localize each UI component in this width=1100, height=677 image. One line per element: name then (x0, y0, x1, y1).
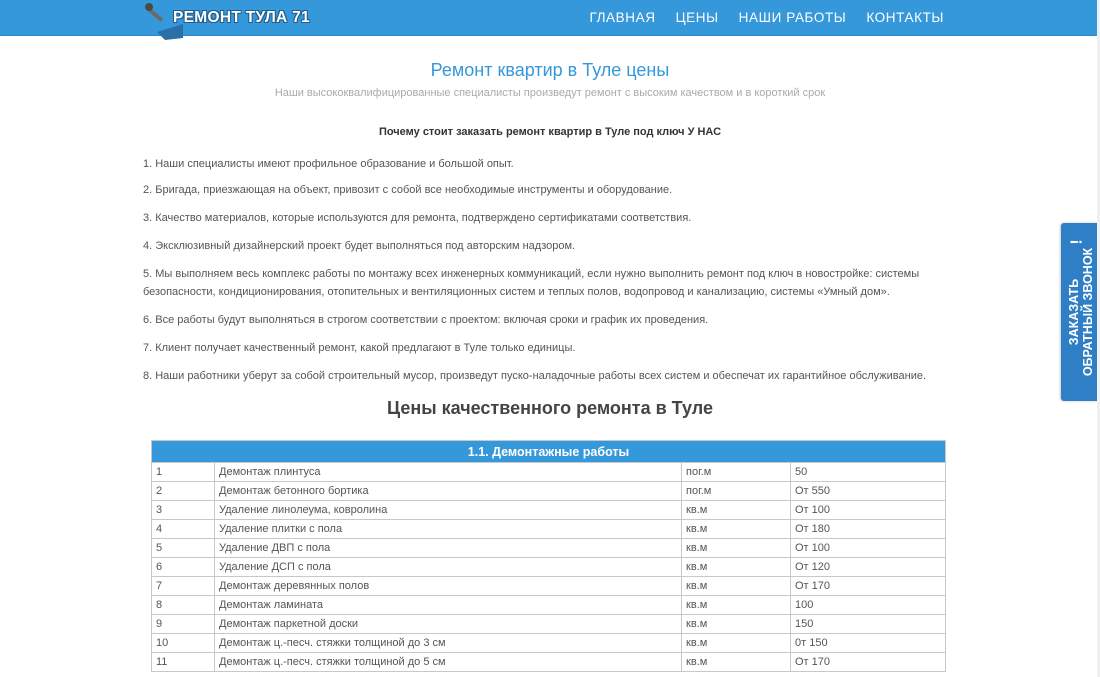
callback-label (1067, 248, 1095, 376)
table-row (152, 558, 946, 577)
nav-our-works[interactable]: НАШИ РАБОТЫ (738, 10, 847, 25)
row-number-cell: 10 (152, 634, 215, 653)
unit-cell: кв.м (682, 577, 791, 596)
work-name-cell: Удаление ДСП с пола (215, 558, 682, 577)
price-cell: От 180 (791, 520, 946, 539)
row-number-cell: 9 (152, 615, 215, 634)
reason-item: 5. Мы выполняем весь комплекс работы по монтажу всех инженерных коммуникаций, если нужно выполнить ремонт под ключ в новостройке: системы безопасности, кондиционирования, отопительных и вентиляционных систем и теплых полов, водопровод и канализацию, системы «Умный дом». (143, 268, 920, 298)
page-subtitle: Наши высококвалифицированные специалисты произведут ремонт с высоким качеством и в короткий срок (274, 87, 826, 99)
unit-cell: пог.м (682, 463, 791, 482)
price-cell: От 550 (791, 482, 946, 501)
table-row (152, 463, 946, 482)
row-number-cell: 5 (152, 539, 215, 558)
prices-title: Цены качественного ремонта в Туле (387, 398, 713, 418)
table-row (152, 653, 946, 672)
work-name-cell: Демонтаж ц.-песч. стяжки толщиной до 5 см (215, 653, 682, 672)
reason-item: 4. Эксклюзивный дизайнерский проект будет выполняться под авторским надзором. (143, 240, 576, 252)
price-table (151, 440, 946, 672)
price-cell: От 170 (791, 653, 946, 672)
work-name-cell: Демонтаж бетонного бортика (215, 482, 682, 501)
price-cell: 100 (791, 596, 946, 615)
table-row (152, 482, 946, 501)
work-name-cell: Удаление ДВП с пола (215, 539, 682, 558)
callback-line2: ОБРАТНЫЙ ЗВОНОК (1080, 247, 1095, 377)
callback-button[interactable] (1061, 223, 1100, 401)
row-number-cell: 1 (152, 463, 215, 482)
work-name-cell: Демонтаж деревянных полов (215, 577, 682, 596)
work-name-cell: Демонтаж плинтуса (215, 463, 682, 482)
price-cell: От 170 (791, 577, 946, 596)
site-logo[interactable] (143, 2, 323, 40)
work-name-cell: Удаление плитки с пола (215, 520, 682, 539)
unit-cell: пог.м (682, 482, 791, 501)
table-row (152, 520, 946, 539)
unit-cell: кв.м (682, 615, 791, 634)
row-number-cell: 3 (152, 501, 215, 520)
work-name-cell: Удаление линолеума, ковролина (215, 501, 682, 520)
reason-item: 3. Качество материалов, которые используются для ремонта, подтверждено сертификатами соответствия. (143, 212, 692, 224)
callback-line1: ЗАКАЗАТЬ (1066, 278, 1081, 346)
top-navbar (0, 0, 1100, 36)
work-name-cell: Демонтаж ламината (215, 596, 682, 615)
unit-cell: кв.м (682, 634, 791, 653)
table-row (152, 501, 946, 520)
unit-cell: кв.м (682, 596, 791, 615)
reason-item: 7. Клиент получает качественный ремонт, какой предлагают в Туле только единицы. (143, 342, 576, 354)
price-cell: От 120 (791, 558, 946, 577)
table-row (152, 634, 946, 653)
work-name-cell: Демонтаж паркетной доски (215, 615, 682, 634)
table-row (152, 615, 946, 634)
exclamation-icon: ! (1068, 239, 1086, 245)
reason-item: 1. Наши специалисты имеют профильное образование и большой опыт. (143, 158, 514, 170)
logo-text: РЕМОНТ ТУЛА 71 (173, 9, 310, 26)
nav-contacts[interactable]: КОНТАКТЫ (866, 10, 944, 25)
price-section-header: 1.1. Демонтажные работы (152, 441, 946, 463)
row-number-cell: 6 (152, 558, 215, 577)
reason-item: 8. Наши работники уберут за собой строительный мусор, произведут пуско-наладочные работы всех систем и обеспечат их гарантийное обслуживание. (143, 370, 927, 382)
price-cell: От 100 (791, 501, 946, 520)
unit-cell: кв.м (682, 558, 791, 577)
unit-cell: кв.м (682, 520, 791, 539)
row-number-cell: 11 (152, 653, 215, 672)
unit-cell: кв.м (682, 501, 791, 520)
price-cell: 50 (791, 463, 946, 482)
row-number-cell: 2 (152, 482, 215, 501)
unit-cell: кв.м (682, 539, 791, 558)
nav-home[interactable]: ГЛАВНАЯ (589, 10, 656, 25)
reason-item: 6. Все работы будут выполняться в строгом соответствии с проектом: включая сроки и график их проведения. (143, 314, 709, 326)
price-cell: 150 (791, 615, 946, 634)
work-name-cell: Демонтаж ц.-песч. стяжки толщиной до 3 см (215, 634, 682, 653)
nav-prices[interactable]: ЦЕНЫ (675, 10, 719, 25)
price-cell: От 100 (791, 539, 946, 558)
table-row (152, 596, 946, 615)
row-number-cell: 7 (152, 577, 215, 596)
unit-cell: кв.м (682, 653, 791, 672)
reason-item: 2. Бригада, приезжающая на объект, привозит с собой все необходимые инструменты и оборудование. (143, 184, 673, 196)
page-title: Ремонт квартир в Туле цены (430, 60, 670, 80)
why-us-title: Почему стоит заказать ремонт квартир в Туле под ключ У НАС (378, 126, 722, 138)
row-number-cell: 8 (152, 596, 215, 615)
table-row (152, 539, 946, 558)
main-nav (589, 10, 944, 25)
row-number-cell: 4 (152, 520, 215, 539)
price-cell: 0т 150 (791, 634, 946, 653)
table-row (152, 577, 946, 596)
